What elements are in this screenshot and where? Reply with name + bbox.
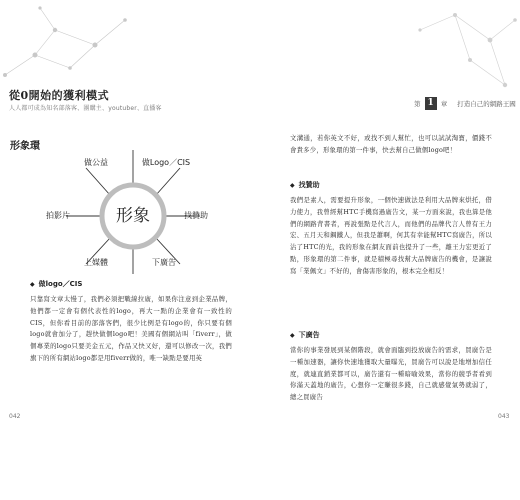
page-number-left: 042 — [9, 413, 21, 420]
book-title: 從0開始的獲利模式 — [9, 89, 110, 102]
ring-item-sponsor: 找贊助 — [184, 211, 208, 220]
chapter-suffix: 章 — [440, 100, 448, 108]
diamond-bullet-icon: ◆ — [290, 331, 295, 339]
ring-item-video: 拍影片 — [46, 211, 70, 220]
diamond-bullet-icon: ◆ — [30, 280, 35, 288]
ring-item-logo-cis: 做Logo／CIS — [141, 158, 191, 167]
body-paragraph-left: 只靠寫文章太慢了，我們必須把戰線拉廣，如果你注意到企業品牌，他們都一定會有個代表性的logo，再大一點的企業會有一致性的CIS，但你看目前的部落客們，很少比例是有logo的，你只要有個logo就會加分了，趕快做個logo吧！美國有個網站叫「fiverr」，做個專業的logo只要美金五元，作品又快又好，還可以修改一次，我們旗下的所有網站logo都是用fiverr做的，唯一缺點是要用英 — [30, 295, 232, 362]
subheading-ads: ◆ 下廣告 — [290, 331, 320, 339]
chapter-label: 第 — [414, 100, 421, 108]
spoke-top-right — [156, 168, 180, 195]
right-page — [260, 0, 520, 500]
network-decoration — [0, 0, 130, 90]
ring-item-ads: 下廣告 — [152, 258, 176, 267]
diamond-bullet-icon: ◆ — [290, 181, 295, 189]
ring-item-media: 上媒體 — [84, 258, 108, 267]
subheading-sponsor: ◆ 找贊助 — [290, 181, 320, 189]
chapter-title: 打造自己的網路王國 — [457, 100, 516, 108]
image-ring-diagram — [38, 148, 228, 278]
section-title: 形象環 — [10, 141, 40, 152]
chapter-number: 1 — [425, 97, 437, 110]
network-decoration-right — [410, 0, 520, 110]
page-number-right: 043 — [498, 413, 510, 420]
ring-center-label: 形象 — [116, 206, 150, 226]
chapter-header — [414, 97, 516, 110]
body-paragraph-ads: 當你的事業發展到某個階段，就會面臨到投放廣告的需求，買廣告是一種加速器，讓你快速地獲取大量曝光，買廣告可以說是地增加信任度，就連直銷業都可以，廣告還有一種暗喻效果，當你的競爭者看到你滿天蓋地的廣告，心想你一定賺很多錢，自己就感覺氣勢就弱了，總之買廣告 — [290, 346, 492, 402]
body-paragraph-intro: 文溝通，若你英文不好，或找不到人幫忙，也可以試試淘寶，價錢不會貴多少，形象環的第一件事，快去幫自己做個logo吧！ — [290, 134, 492, 154]
body-paragraph-sponsor: 我們是素人，需要提升形象，一個快速做法是利用大品牌來烘托，借力使力，我曾經幫HTC手機寫過廣告文，某一方面來說，我也算是他們的網路背書者，再說張點是代言人，而他們的品牌代言人曾有王力宏、五月天和鋼鐵人，但我是蕭啊，何其有幸能幫HTC寫廣告，所以沾了HTC的光，我的形象在網友面前也提升了一些，離王力宏更近了點，形象環的第二件事，就是積極尋找幫大品牌廣告的機會，是讓說寫「業佩文」不好的，會傷害形象的，根本完全相反！ — [290, 196, 492, 275]
subheading-logo-cis: ◆ 做logo／CIS — [30, 280, 83, 288]
spoke-top-left — [86, 168, 110, 195]
ring-item-charity: 做公益 — [84, 158, 108, 167]
book-subtitle: 人人都可成為知名部落客、團購主、youtuber、直播客 — [9, 105, 162, 112]
